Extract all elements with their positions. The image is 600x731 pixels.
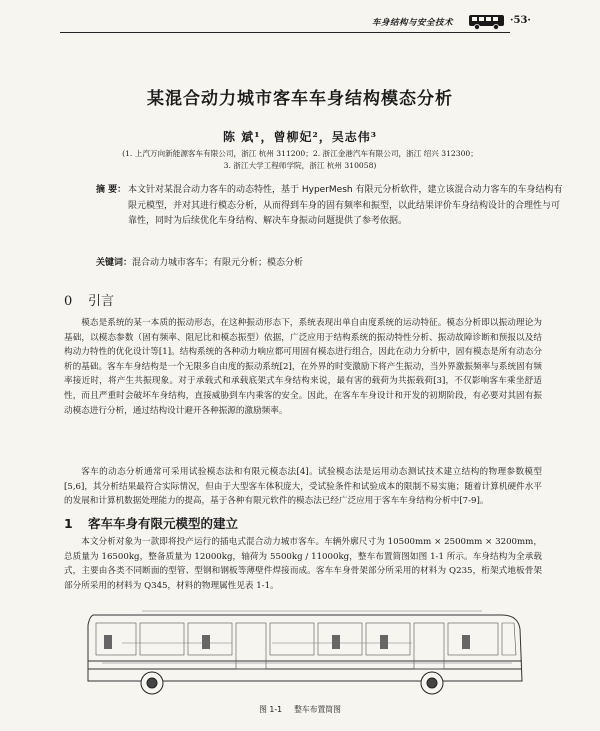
paragraph-text: 模态是系统的某一本质的振动形态，在这种振动形态下，系统表现出单自由度系统的运动特征。模态分析即以振动理论为基础，以模态参数（固有频率、阻尼比和模态振型）依据，广泛应用于结构系统的振动特性分析、振动故障诊断和预报以及结构动力特性的优化设计等[1]。结构系统的各种动力响应都可用固有模态进行组合，因此在动力分析中，固有模态是所有动态分析的基础。客车车身结构是一个无限多自由度的振动系统[2]，在外界的时变激励下将产生振动，当外界激振频率与系统固有频率接近时，将产生共振现象。对于承载式和承载底架式车身结构来说，最有害的载荷为共振载荷[3]，不仅影响客车乘坐舒适性，而且严重时会破坏车身结构，直接威胁到车内乘客的安全。因此，在客车车身设计和开发的初期阶段，有必要对其固有振动模态进行分析，通过结构设计避开各种振源的激励频率。 <box>64 318 542 416</box>
section-number: 1 <box>64 516 73 531</box>
bus-logo-icon <box>468 12 506 31</box>
paper-title: 某混合动力城市客车车身结构模态分析 <box>147 89 453 109</box>
page-number: ·53· <box>510 15 531 26</box>
running-header <box>0 12 600 34</box>
paragraph-text: 客车的动态分析通常可采用试验模态法和有限元模态法[4]。试验模态法是运用动态测试技术建立结构的物理参数模型[5,6]，其分析结果最符合实际情况，但由于大型客车体积庞大，受试验条件和试验成本的限制不易实施；随着计算机硬件水平的发展和计算机数据处理能力的提高，基于各种有限元软件的模态法已经广泛应用于客车车身结构分析中[7-9]。 <box>64 467 542 507</box>
figure-title: 整车布置简图 <box>294 705 341 714</box>
intro-paragraph-2 <box>64 465 542 509</box>
section-title: 引言 <box>88 294 115 309</box>
section-heading-model <box>64 514 238 532</box>
abstract-label: 摘 要： <box>96 185 127 195</box>
intro-paragraph-1 <box>64 316 542 418</box>
figure-caption <box>0 704 600 715</box>
keywords-line <box>96 255 303 268</box>
keywords-text: 混合动力城市客车；有限元分析；模态分析 <box>132 258 304 268</box>
section-heading-intro <box>64 290 114 309</box>
abstract-block <box>96 183 566 230</box>
section-title: 客车车身有限元模型的建立 <box>88 516 239 531</box>
affiliation-line-2: 3. 浙江大学工程师学院，浙江 杭州 310058) <box>223 161 377 170</box>
header-rule <box>60 32 510 33</box>
keywords-label: 关键词： <box>96 258 133 268</box>
journal-name: 车身结构与安全技术 <box>372 18 454 28</box>
figure-number: 图 1-1 <box>259 705 283 714</box>
bus-layout-drawing <box>82 603 527 699</box>
model-paragraph-1 <box>64 535 542 593</box>
abstract-text: 本文针对某混合动力客车的动态特性，基于 HyperMesh 有限元分析软件，建立该混合动力客车的车身结构有限元模型，并对其进行模态分析，从而得到车身的固有频率和振型，以此结果评价车身结构设计的合理性与可靠性，同时为后续优化车身结构、解决车身振动问题提供了参考依据。 <box>128 185 563 226</box>
section-number: 0 <box>64 294 73 309</box>
author-list: 陈 斌¹，曾柳妃²，吴志伟³ <box>223 130 377 144</box>
paragraph-text: 本文分析对象为一款即将投产运行的插电式混合动力城市客车。车辆外廓尺寸为 10500mm × 2500mm × 3200mm，总质量为 16500kg，整备质量为 12000kg，轴荷为 5500kg / 11000kg，整车布置简图如图 1-1 所示。车身结构为全承载式，主要由各类不同断面的型管、型钢和钢板等薄壁件焊接而成。客车车身骨架部分所采用的材料为 Q235，桁架式地板骨架部分所采用的材料为 Q345，材料的物理属性见表 1-1。 <box>64 537 542 591</box>
affiliation-line-1: (1. 上汽万向新能源客车有限公司，浙江 杭州 311200；2. 浙江金港汽车有限公司，浙江 绍兴 312300； <box>122 149 478 158</box>
